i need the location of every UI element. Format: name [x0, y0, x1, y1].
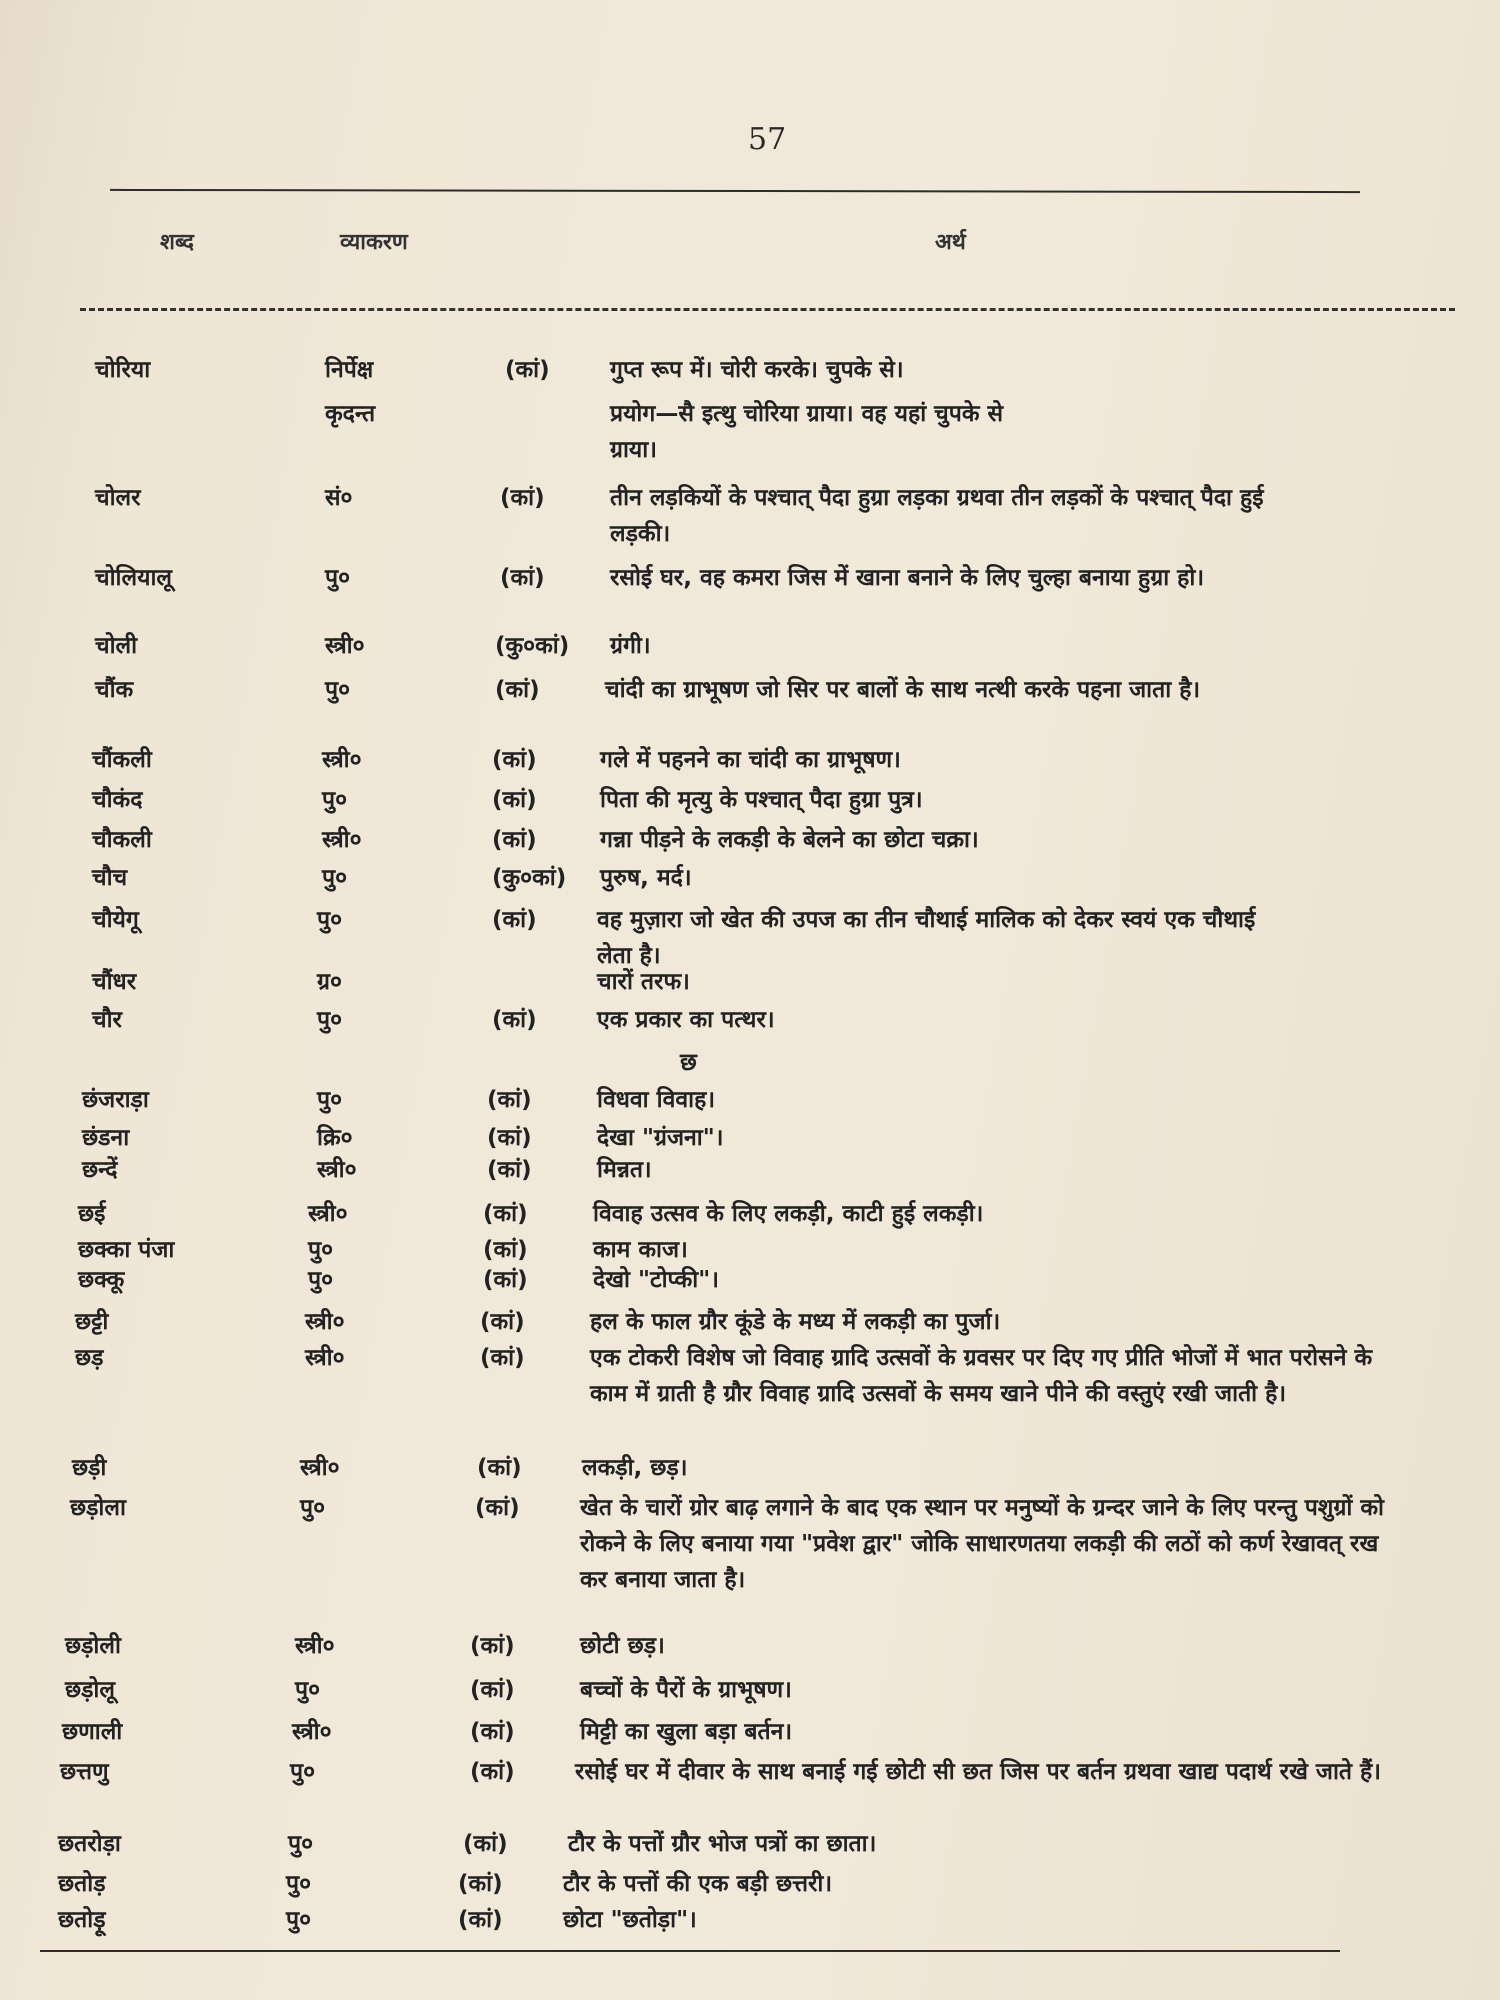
entry-dialect: (कां): [487, 1125, 532, 1151]
entry-word: चौंकली: [92, 747, 152, 773]
entry-dialect: (कां): [492, 827, 537, 853]
entry-grammar: स्त्री०: [305, 1309, 345, 1335]
entry-meaning: देखा "ग्रंजना"।: [597, 1125, 724, 1151]
entry-dialect: (कां): [477, 1455, 522, 1481]
entry-meaning: गुप्त रूप में। चोरी करके। चुपके से।: [610, 357, 904, 383]
entry-grammar: स्त्री०: [305, 1345, 345, 1371]
entry-meaning: तीन लड़कियों के पश्चात् पैदा हुग्रा लड़का ग्रथवा तीन लड़कों के पश्चात् पैदा हुई लड़की।: [610, 485, 1264, 547]
entry-grammar: पु०: [286, 1871, 312, 1897]
entry-word: चौकली: [92, 827, 152, 853]
entry-meaning: पुरुष, मर्द।: [600, 865, 692, 891]
entry-grammar: ग्र०: [317, 969, 342, 995]
entry-meaning: एक प्रकार का पत्थर।: [597, 1007, 775, 1033]
entry-meaning: छोटा "छतोड़ा"।: [563, 1907, 697, 1933]
entry-dialect: (कां): [483, 1237, 528, 1263]
entry-dialect: (कु०कां): [495, 633, 570, 659]
entry-dialect: (कां): [483, 1201, 528, 1227]
header-grammar: व्याकरण: [340, 230, 408, 255]
header-meaning: अर्थ: [935, 230, 966, 255]
entry-dialect: (कां): [458, 1907, 503, 1933]
entry-dialect: (कां): [475, 1495, 520, 1521]
entry-meaning: विधवा विवाह।: [597, 1087, 716, 1113]
entry-meaning: लकड़ी, छड़।: [582, 1455, 688, 1481]
entry-word: छणाली: [62, 1719, 123, 1745]
entry-grammar: पु०: [317, 907, 343, 933]
entry-grammar: पु०: [288, 1831, 314, 1857]
entry-word: चौंधर: [92, 969, 137, 995]
entry-dialect: (कां): [483, 1267, 528, 1293]
entry-meaning: मिट्टी का खुला बड़ा बर्तन।: [580, 1719, 793, 1745]
entry-word: छतोड़: [58, 1871, 106, 1897]
entry-meaning: चारों तरफ।: [597, 969, 690, 995]
entry-word: चौर: [92, 1007, 122, 1033]
entry-word: छतरोड़ा: [58, 1831, 121, 1857]
entry-dialect: (कां): [470, 1633, 515, 1659]
entry-word: छतोड़ू: [58, 1907, 106, 1933]
entry-meaning: एक टोकरी विशेष जो विवाह ग्रादि उत्सवों के ग्रवसर पर दिए गए प्रीति भोजों में भात परोसने के काम में ग्राती है ग्रौर विवाह ग्रादि उत्सवों के समय खाने पीने की वस्तुएं रखी जाती है।: [590, 1345, 1373, 1407]
entry-word: चौकंद: [92, 787, 143, 813]
entry-grammar: निर्पेक्ष: [325, 357, 374, 383]
entry-meaning: रसोई घर, वह कमरा जिस में खाना बनाने के लिए चुल्हा बनाया हुग्रा हो।: [610, 565, 1205, 591]
entry-meaning: रसोई घर में दीवार के साथ बनाई गई छोटी सी छत जिस पर बर्तन ग्रथवा खाद्य पदार्थ रखे जाते हैं।: [575, 1759, 1381, 1785]
entry-meaning: गन्ना पीड़ने के लकड़ी के बेलने का छोटा चक्रा।: [600, 827, 979, 853]
entry-grammar: पु०: [322, 787, 348, 813]
entry-grammar: पु०: [325, 565, 351, 591]
entry-grammar: पु०: [295, 1677, 321, 1703]
entry-meaning: देखो "टोप्की"।: [593, 1267, 719, 1293]
entry-dialect: (कां): [470, 1759, 515, 1785]
entry-grammar: स्त्री०: [322, 747, 362, 773]
entry-meaning: पिता की मृत्यु के पश्चात् पैदा हुग्रा पुत्र।: [600, 787, 923, 813]
entry-dialect: (कां): [492, 907, 537, 933]
entry-grammar: स्त्री०: [300, 1455, 340, 1481]
entry-dialect: (कां): [470, 1719, 515, 1745]
entry-meaning: चांदी का ग्राभूषण जो सिर पर बालों के साथ नत्थी करके पहना जाता है।: [605, 677, 1201, 703]
entry-word: चोरिया: [95, 357, 151, 383]
entry-word: छंजराड़ा: [82, 1087, 149, 1113]
entry-meaning: टौर के पत्तों ग्रौर भोज पत्रों का छाता।: [568, 1831, 877, 1857]
entry-meaning: काम काज।: [593, 1237, 688, 1263]
entry-grammar: स्त्री०: [325, 633, 365, 659]
entry-word: चौंक: [95, 677, 134, 703]
entry-meaning: प्रयोग—सै इत्थु चोरिया ग्राया। वह यहां चुपके से ग्राया।: [610, 401, 1004, 463]
entry-meaning: वह मुज़ारा जो खेत की उपज का तीन चौथाई मालिक को देकर स्वयं एक चौथाई लेता है।: [597, 907, 1256, 969]
entry-meaning: विवाह उत्सव के लिए लकड़ी, काटी हुई लकड़ी।: [593, 1201, 984, 1227]
entry-meaning: टौर के पत्तों की एक बड़ी छत्तरी।: [563, 1871, 833, 1897]
entry-grammar: पु०: [308, 1267, 334, 1293]
entry-grammar: स्त्री०: [308, 1201, 348, 1227]
section-heading: छ: [680, 1048, 697, 1076]
entry-grammar: स्त्री०: [295, 1633, 335, 1659]
entry-grammar: कृदन्त: [325, 401, 376, 427]
entry-meaning: खेत के चारों ग्रोर बाढ़ लगाने के बाद एक स्थान पर मनुष्यों के ग्रन्दर जाने के लिए परन्तु पशुग्रों को रोकने के लिए बनाया गया "प्रवेश द्वार" जोकि साधारणतया लकड़ी की लठों को कर्ण रेखावत् रख कर बनाया जाता है।: [580, 1495, 1385, 1593]
entry-meaning: छोटी छड़।: [580, 1633, 665, 1659]
entry-word: छक्कू: [78, 1267, 125, 1293]
entry-dialect: (कां): [492, 1007, 537, 1033]
entry-dialect: (कां): [505, 357, 550, 383]
entry-grammar: पु०: [317, 1087, 343, 1113]
entry-dialect: (कां): [487, 1157, 532, 1183]
entry-dialect: (कां): [463, 1831, 508, 1857]
entry-grammar: पु०: [286, 1907, 312, 1933]
entry-dialect: (कां): [480, 1309, 525, 1335]
entry-dialect: (कां): [487, 1087, 532, 1113]
entry-dialect: (कां): [492, 787, 537, 813]
entry-meaning: ग्रंगी।: [610, 633, 651, 659]
entry-dialect: (कां): [495, 677, 540, 703]
entry-word: छक्का पंजा: [78, 1237, 175, 1263]
entry-word: छंडना: [82, 1125, 130, 1151]
entry-word: छत्तणु: [60, 1759, 109, 1785]
header-word: शब्द: [160, 230, 194, 255]
entry-word: छड़ोला: [70, 1495, 126, 1521]
entry-dialect: (कां): [492, 747, 537, 773]
entry-word: चोलर: [95, 485, 141, 511]
entry-grammar: पु०: [325, 677, 351, 703]
entry-grammar: पु०: [308, 1237, 334, 1263]
entry-grammar: स्त्री०: [322, 827, 362, 853]
entry-word: छट्टी: [75, 1309, 109, 1335]
entry-word: चोली: [95, 633, 138, 659]
entry-dialect: (कां): [480, 1345, 525, 1371]
entry-meaning: बच्चों के पैरों के ग्राभूषण।: [580, 1677, 792, 1703]
entry-grammar: स्त्री०: [292, 1719, 332, 1745]
entry-dialect: (कां): [458, 1871, 503, 1897]
entry-word: छड़ोली: [65, 1633, 121, 1659]
entry-word: छन्दें: [82, 1157, 118, 1183]
entry-grammar: पु०: [322, 865, 348, 891]
entry-word: चोलियालू: [95, 565, 173, 591]
entry-grammar: सं०: [325, 485, 353, 511]
entry-grammar: क्रि०: [317, 1125, 353, 1151]
page-number: 57: [748, 122, 787, 157]
bottom-rule: [40, 1950, 1340, 1952]
entry-meaning: मिन्नत।: [597, 1157, 652, 1183]
entry-word: छड़ी: [72, 1455, 107, 1481]
entry-word: छड़ोलू: [65, 1677, 115, 1703]
entry-dialect: (कां): [500, 565, 545, 591]
entry-grammar: पु०: [290, 1759, 316, 1785]
entry-dialect: (कु०कां): [492, 865, 567, 891]
entry-dialect: (कां): [500, 485, 545, 511]
entry-word: छड़: [75, 1345, 104, 1371]
entry-grammar: पु०: [300, 1495, 326, 1521]
entry-word: चौयेगू: [92, 907, 139, 933]
entry-word: छई: [78, 1201, 106, 1227]
entry-dialect: (कां): [470, 1677, 515, 1703]
entry-grammar: स्त्री०: [317, 1157, 357, 1183]
entry-word: चौच: [92, 865, 128, 891]
entry-meaning: हल के फाल ग्रौर कूंडे के मध्य में लकड़ी का पुर्जा।: [590, 1309, 1001, 1335]
entry-grammar: पु०: [317, 1007, 343, 1033]
entry-meaning: गले में पहनने का चांदी का ग्राभूषण।: [600, 747, 901, 773]
